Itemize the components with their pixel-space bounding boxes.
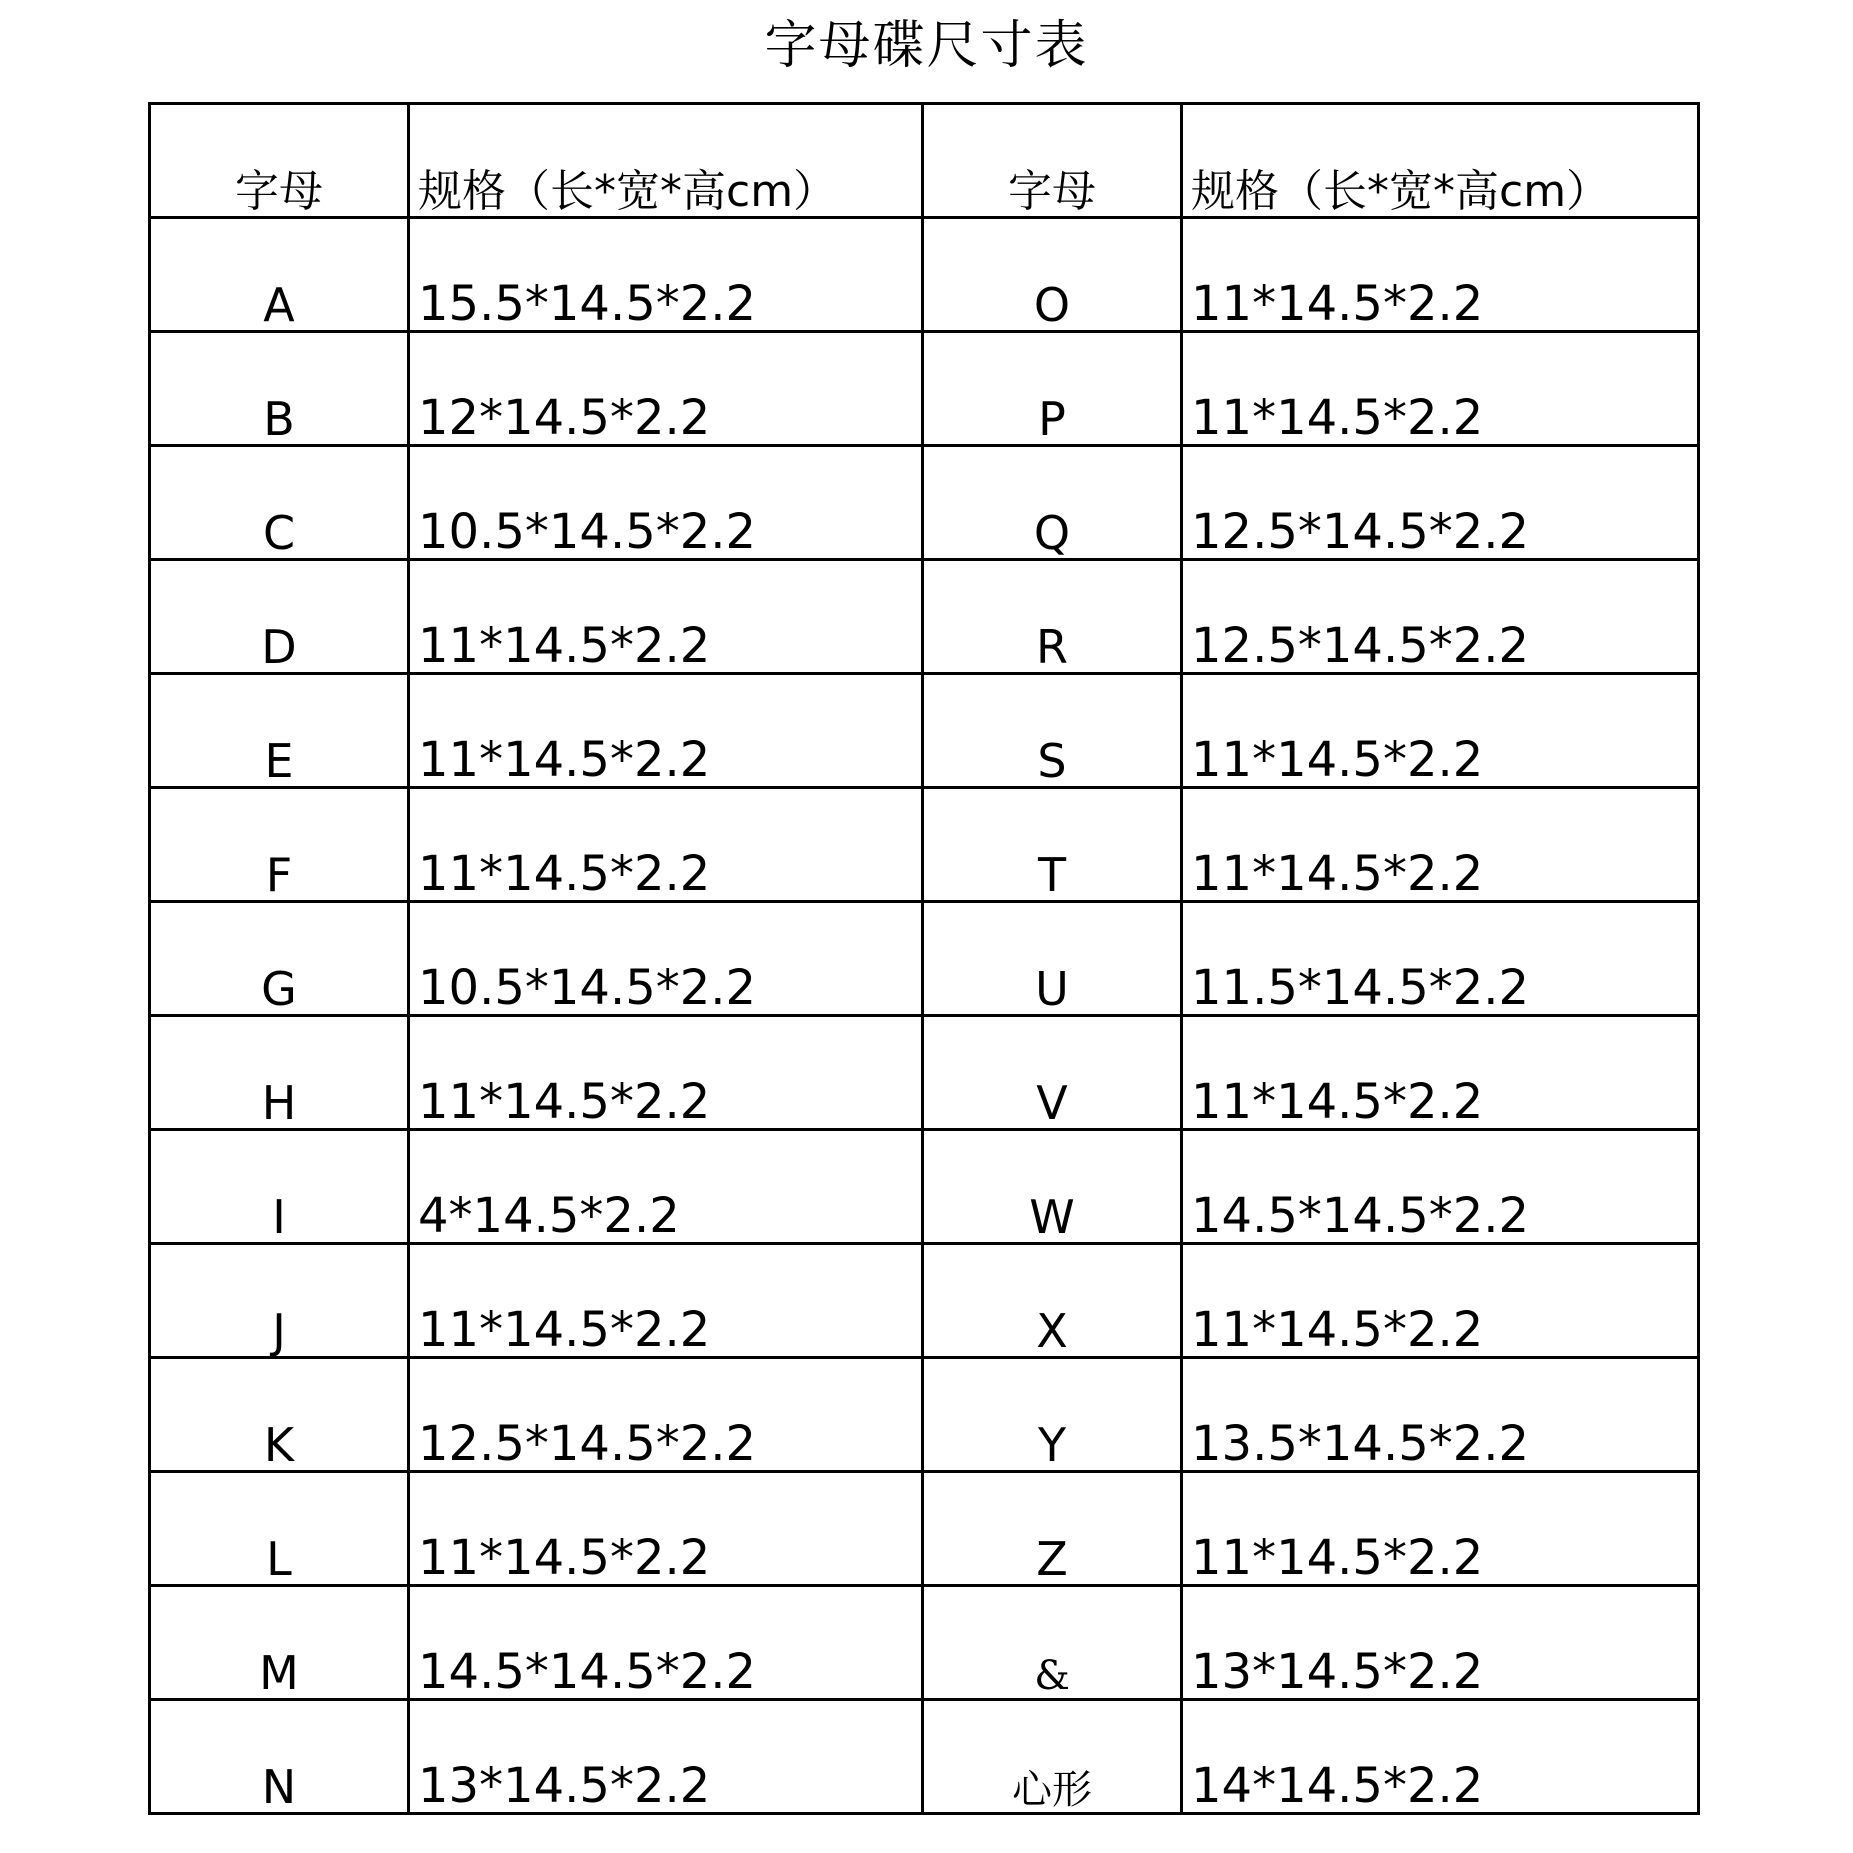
spec-cell xyxy=(409,1358,923,1472)
spec-cell xyxy=(409,1130,923,1244)
letter-cell-text: G xyxy=(261,962,297,1016)
letter-cell xyxy=(150,674,409,788)
letter-cell xyxy=(923,1130,1182,1244)
spec-cell-text: 14.5*14.5*2.2 xyxy=(418,1644,757,1700)
spec-cell xyxy=(409,1586,923,1700)
table-row xyxy=(150,1358,1699,1472)
letter-cell-text: Q xyxy=(1033,506,1071,560)
letter-cell xyxy=(150,332,409,446)
spec-cell-text: 11*14.5*2.2 xyxy=(418,1302,711,1358)
letter-cell-text: X xyxy=(1036,1304,1068,1358)
page-title: 字母碟尺寸表 xyxy=(764,16,1089,76)
spec-cell xyxy=(1182,1016,1699,1130)
letter-cell-text: & xyxy=(1034,1653,1070,1699)
letter-cell xyxy=(150,446,409,560)
spec-cell-text: 4*14.5*2.2 xyxy=(418,1188,680,1244)
spec-cell-text: 11*14.5*2.2 xyxy=(418,1530,711,1586)
header-row xyxy=(150,104,1699,218)
letter-cell-text: H xyxy=(261,1076,297,1130)
letter-cell-text: D xyxy=(261,620,297,674)
spec-cell xyxy=(409,1472,923,1586)
size-table xyxy=(148,102,1700,1815)
letter-cell xyxy=(923,1586,1182,1700)
letter-cell-text: 心形 xyxy=(1012,1767,1092,1813)
table-body xyxy=(150,218,1699,1814)
letter-cell xyxy=(923,902,1182,1016)
spec-cell-text: 12.5*14.5*2.2 xyxy=(418,1416,757,1472)
spec-cell-text: 13*14.5*2.2 xyxy=(1191,1644,1484,1700)
letter-cell-text: P xyxy=(1038,392,1066,446)
table-row xyxy=(150,788,1699,902)
spec-cell-text: 11*14.5*2.2 xyxy=(1191,846,1484,902)
spec-cell-text: 15.5*14.5*2.2 xyxy=(418,276,757,332)
header-spec-left: 规格（长*宽*高cm） xyxy=(409,104,923,218)
letter-cell xyxy=(150,1472,409,1586)
letter-cell xyxy=(150,218,409,332)
spec-cell xyxy=(409,788,923,902)
letter-cell-text: Z xyxy=(1036,1532,1068,1586)
letter-cell xyxy=(923,218,1182,332)
table-row xyxy=(150,902,1699,1016)
spec-cell-text: 11*14.5*2.2 xyxy=(1191,390,1484,446)
spec-cell xyxy=(1182,560,1699,674)
letter-cell-text: I xyxy=(272,1190,286,1244)
letter-cell-text: V xyxy=(1036,1076,1068,1130)
spec-cell xyxy=(1182,332,1699,446)
table-row xyxy=(150,1130,1699,1244)
letter-cell-text: J xyxy=(272,1304,286,1358)
letter-cell xyxy=(150,1016,409,1130)
spec-cell xyxy=(409,332,923,446)
spec-cell-text: 11*14.5*2.2 xyxy=(418,846,711,902)
letter-cell-text: S xyxy=(1037,734,1067,788)
letter-cell xyxy=(150,1586,409,1700)
letter-cell-text: E xyxy=(264,734,294,788)
spec-cell-text: 14.5*14.5*2.2 xyxy=(1191,1188,1530,1244)
letter-cell-text: A xyxy=(263,278,295,332)
letter-cell-text: W xyxy=(1029,1190,1075,1244)
spec-cell xyxy=(1182,902,1699,1016)
letter-cell-text: F xyxy=(265,848,293,902)
spec-cell-text: 11*14.5*2.2 xyxy=(1191,1530,1484,1586)
spec-cell-text: 11*14.5*2.2 xyxy=(418,732,711,788)
letter-cell-text: C xyxy=(262,506,296,560)
letter-cell-text: T xyxy=(1037,848,1067,902)
table-row xyxy=(150,1244,1699,1358)
spec-cell-text: 11*14.5*2.2 xyxy=(1191,732,1484,788)
table-row xyxy=(150,560,1699,674)
spec-cell-text: 10.5*14.5*2.2 xyxy=(418,960,757,1016)
spec-cell-text: 14*14.5*2.2 xyxy=(1191,1758,1484,1814)
letter-cell xyxy=(923,1472,1182,1586)
letter-cell xyxy=(150,788,409,902)
letter-cell-text: Y xyxy=(1037,1418,1067,1472)
letter-cell xyxy=(923,674,1182,788)
spec-cell xyxy=(409,1244,923,1358)
spec-cell-text: 11.5*14.5*2.2 xyxy=(1191,960,1530,1016)
spec-cell xyxy=(1182,1700,1699,1814)
letter-cell-text: U xyxy=(1035,962,1069,1016)
letter-cell xyxy=(923,1244,1182,1358)
letter-cell xyxy=(150,560,409,674)
spec-cell-text: 10.5*14.5*2.2 xyxy=(418,504,757,560)
header-letter-right: 字母 xyxy=(923,104,1182,218)
table-row xyxy=(150,446,1699,560)
letter-cell-text: N xyxy=(261,1760,297,1814)
spec-cell-text: 11*14.5*2.2 xyxy=(418,1074,711,1130)
spec-cell-text: 12*14.5*2.2 xyxy=(418,390,711,446)
letter-cell xyxy=(923,560,1182,674)
spec-cell-text: 12.5*14.5*2.2 xyxy=(1191,504,1530,560)
spec-cell-text: 13.5*14.5*2.2 xyxy=(1191,1416,1530,1472)
spec-cell xyxy=(409,902,923,1016)
letter-cell xyxy=(150,1700,409,1814)
letter-cell xyxy=(923,446,1182,560)
letter-cell-text: K xyxy=(263,1418,295,1472)
letter-cell xyxy=(150,1358,409,1472)
spec-cell-text: 12.5*14.5*2.2 xyxy=(1191,618,1530,674)
letter-cell xyxy=(150,902,409,1016)
letter-cell xyxy=(923,1358,1182,1472)
letter-cell-text: R xyxy=(1036,620,1068,674)
spec-cell xyxy=(409,560,923,674)
header-letter-left: 字母 xyxy=(150,104,409,218)
header-spec-right: 规格（长*宽*高cm） xyxy=(1182,104,1699,218)
table-row xyxy=(150,1016,1699,1130)
spec-cell-text: 13*14.5*2.2 xyxy=(418,1758,711,1814)
spec-cell-text: 11*14.5*2.2 xyxy=(1191,1074,1484,1130)
letter-cell-text: L xyxy=(266,1532,292,1586)
spec-cell xyxy=(1182,218,1699,332)
spec-cell xyxy=(1182,1244,1699,1358)
spec-cell xyxy=(1182,1472,1699,1586)
table-row xyxy=(150,332,1699,446)
spec-cell xyxy=(409,1700,923,1814)
letter-cell-text: B xyxy=(263,392,295,446)
spec-cell xyxy=(409,218,923,332)
spec-cell xyxy=(1182,1586,1699,1700)
letter-cell xyxy=(923,1016,1182,1130)
letter-cell xyxy=(150,1130,409,1244)
spec-cell xyxy=(1182,446,1699,560)
letter-cell-text: M xyxy=(259,1646,299,1700)
spec-cell xyxy=(409,674,923,788)
spec-cell xyxy=(1182,788,1699,902)
letter-cell xyxy=(923,788,1182,902)
spec-cell-text: 11*14.5*2.2 xyxy=(1191,1302,1484,1358)
letter-cell xyxy=(923,1700,1182,1814)
spec-cell xyxy=(409,1016,923,1130)
letter-cell xyxy=(923,332,1182,446)
letter-cell-text: O xyxy=(1033,278,1071,332)
spec-cell xyxy=(409,446,923,560)
letter-cell xyxy=(150,1244,409,1358)
table-row xyxy=(150,1586,1699,1700)
table-row xyxy=(150,674,1699,788)
spec-cell xyxy=(1182,674,1699,788)
spec-cell-text: 11*14.5*2.2 xyxy=(1191,276,1484,332)
spec-cell-text: 11*14.5*2.2 xyxy=(418,618,711,674)
spec-cell xyxy=(1182,1358,1699,1472)
table-row xyxy=(150,1700,1699,1814)
spec-cell xyxy=(1182,1130,1699,1244)
table-row xyxy=(150,218,1699,332)
table-row xyxy=(150,1472,1699,1586)
